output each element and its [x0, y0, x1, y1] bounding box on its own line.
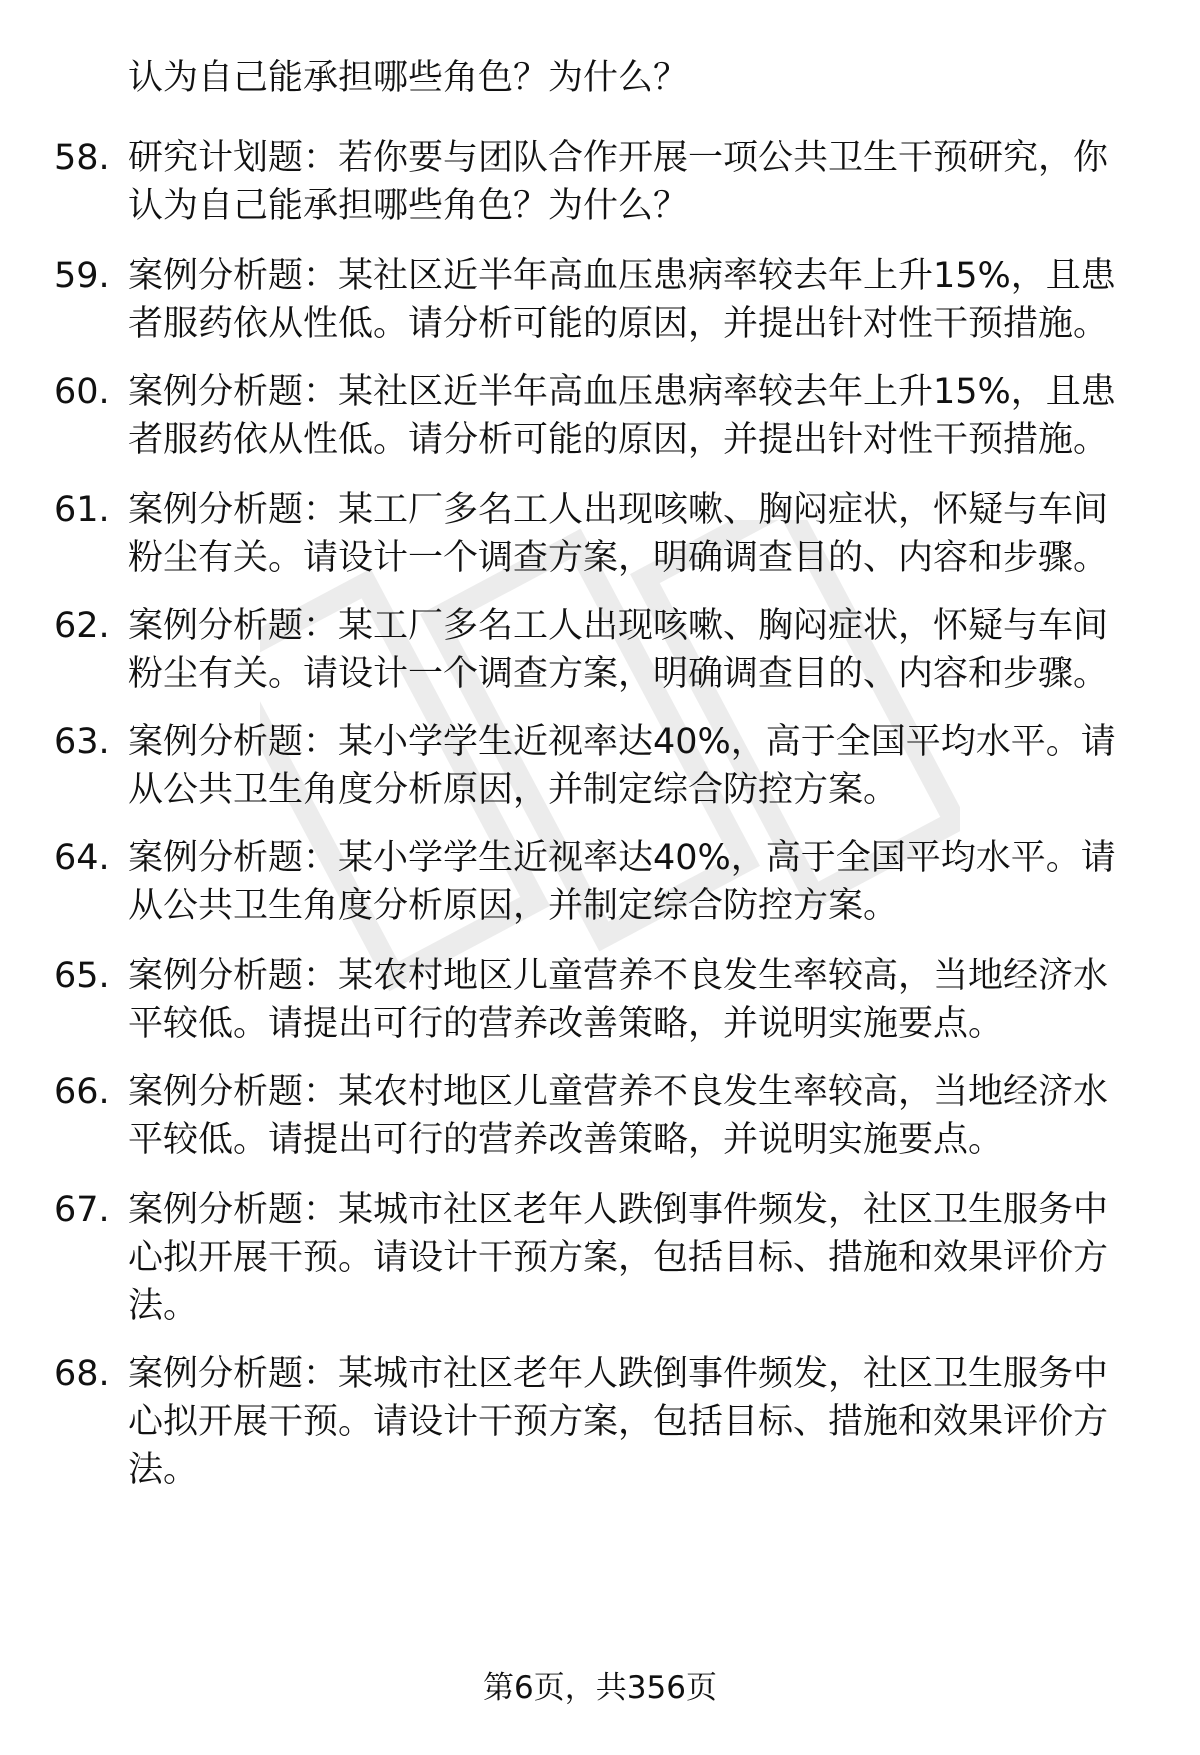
question-number: 59.	[54, 256, 110, 296]
question-text: 案例分析题：某工厂多名工人出现咳嗽、胸闷症状，怀疑与车间粉尘有关。请设计一个调查方案，明确调查目的、内容和步骤。	[128, 490, 1109, 578]
question-text: 案例分析题：某社区近半年高血压患病率较去年上升15%，且患者服药依从性低。请分析可能的原因，并提出针对性干预措施。	[128, 256, 1116, 344]
question-number: 67.	[54, 1190, 110, 1230]
question-text: 案例分析题：某农村地区儿童营养不良发生率较高，当地经济水平较低。请提出可行的营养改善策略，并说明实施要点。	[128, 956, 1109, 1044]
question-number: 61.	[54, 490, 110, 530]
question-number: 58.	[54, 138, 110, 178]
page-footer: 第6页，共356页	[483, 1670, 717, 1706]
continuation-text: 认为自己能承担哪些角色？为什么？	[128, 58, 689, 98]
question-text: 研究计划题：若你要与团队合作开展一项公共卫生干预研究，你认为自己能承担哪些角色？为什么？	[128, 138, 1109, 226]
question-number: 62.	[54, 606, 110, 646]
question-text: 案例分析题：某小学学生近视率达40%，高于全国平均水平。请从公共卫生角度分析原因，并制定综合防控方案。	[128, 838, 1116, 926]
question-text: 案例分析题：某工厂多名工人出现咳嗽、胸闷症状，怀疑与车间粉尘有关。请设计一个调查方案，明确调查目的、内容和步骤。	[128, 606, 1109, 694]
question-text: 案例分析题：某小学学生近视率达40%，高于全国平均水平。请从公共卫生角度分析原因，并制定综合防控方案。	[128, 722, 1116, 810]
question-number: 60.	[54, 372, 110, 412]
question-text: 案例分析题：某城市社区老年人跌倒事件频发，社区卫生服务中心拟开展干预。请设计干预方案，包括目标、措施和效果评价方法。	[128, 1190, 1109, 1326]
question-number: 65.	[54, 956, 110, 996]
question-number: 66.	[54, 1072, 110, 1112]
question-text: 案例分析题：某农村地区儿童营养不良发生率较高，当地经济水平较低。请提出可行的营养改善策略，并说明实施要点。	[128, 1072, 1109, 1160]
question-text: 案例分析题：某城市社区老年人跌倒事件频发，社区卫生服务中心拟开展干预。请设计干预方案，包括目标、措施和效果评价方法。	[128, 1354, 1109, 1490]
question-number: 68.	[54, 1354, 110, 1394]
question-text: 案例分析题：某社区近半年高血压患病率较去年上升15%，且患者服药依从性低。请分析可能的原因，并提出针对性干预措施。	[128, 372, 1116, 460]
question-number: 64.	[54, 838, 110, 878]
question-number: 63.	[54, 722, 110, 762]
